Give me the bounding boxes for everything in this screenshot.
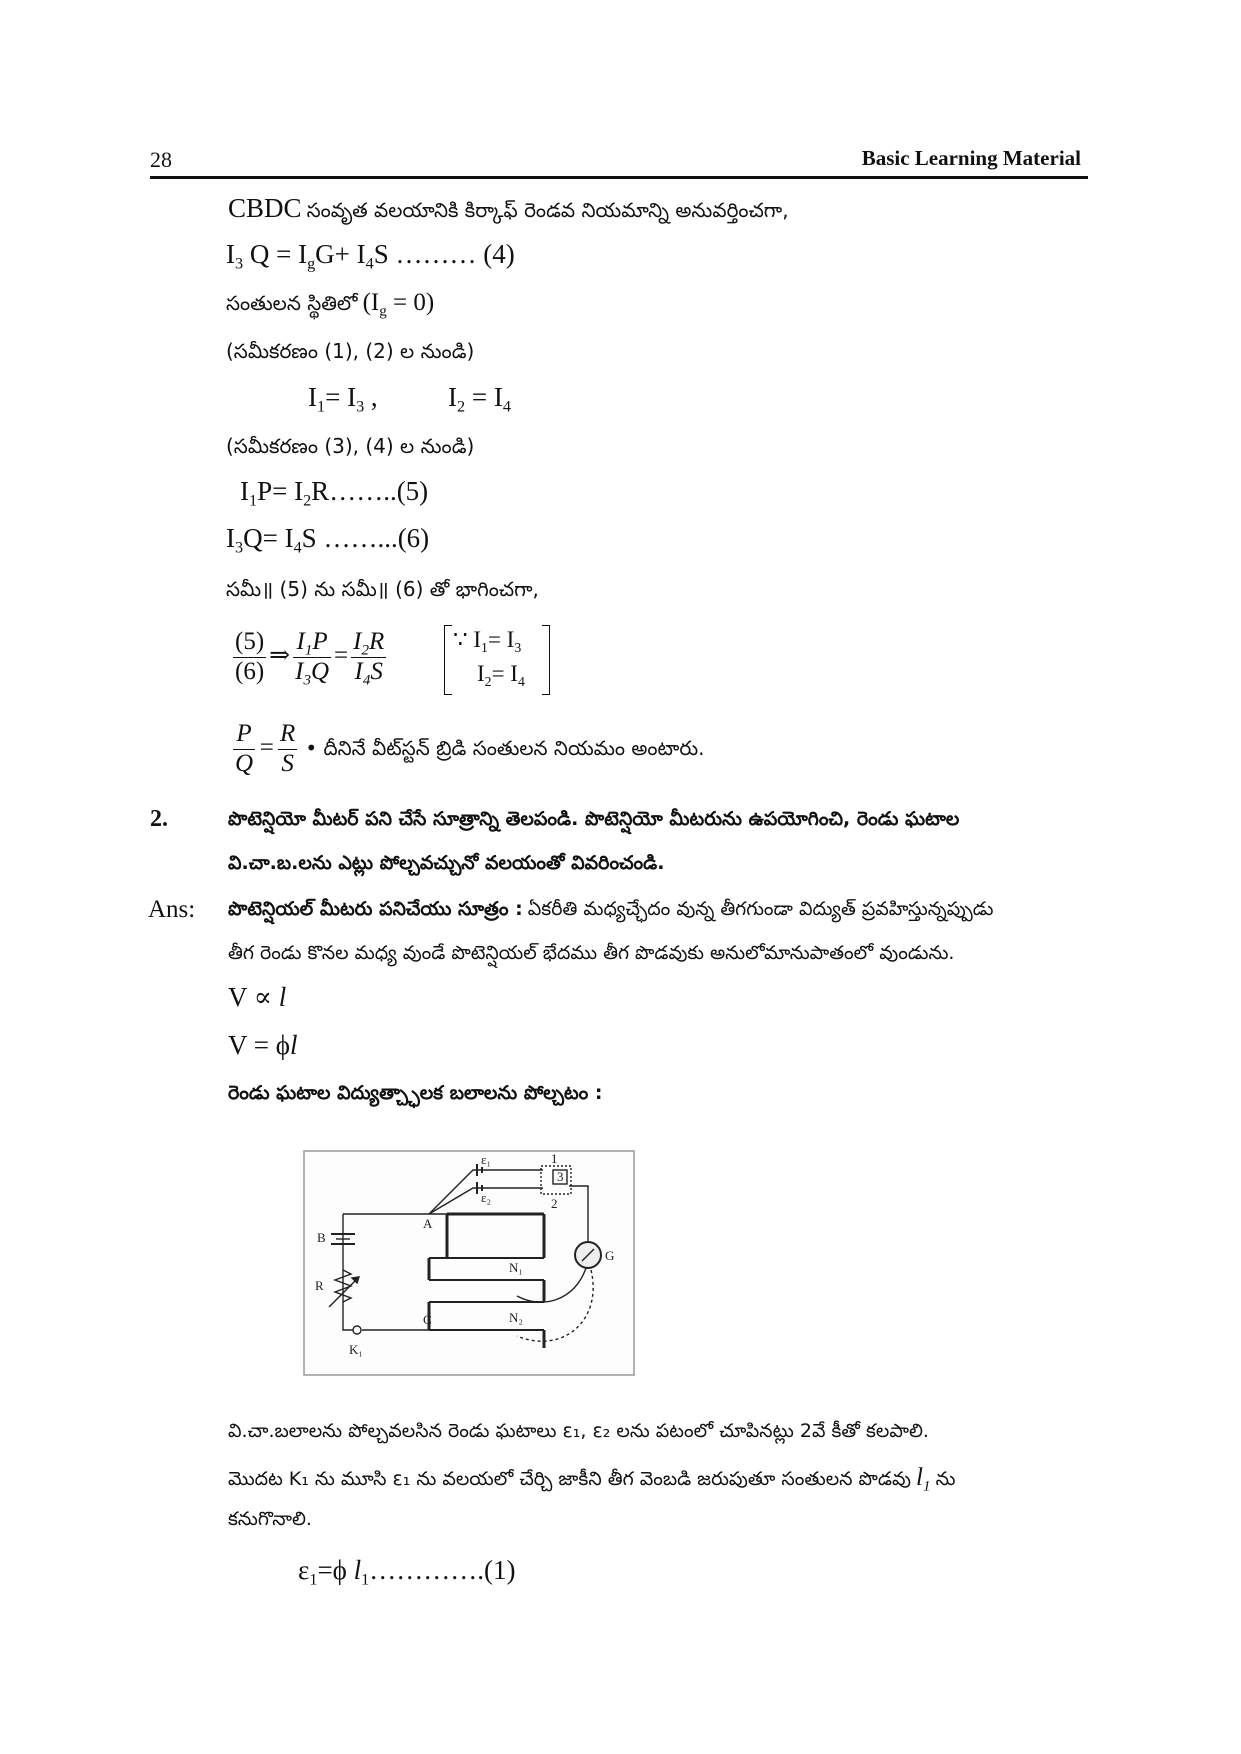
label-r: R xyxy=(315,1278,324,1293)
para-line2-b: ను xyxy=(935,1468,956,1490)
equation-6: $I_3Q= I_4S$ ……...(6) xyxy=(226,523,430,557)
wheatstone-text: • దీనినే వీట్‌స్టన్ బ్రిడి సంతులన నియమం అంటారు. xyxy=(305,735,705,760)
label-key-2: 2 xyxy=(551,1196,558,1211)
label-a: A xyxy=(423,1216,433,1231)
para-line3: కనుగొనాలి. xyxy=(228,1508,312,1530)
potentiometer-circuit-diagram xyxy=(303,1150,635,1376)
frac-6: (6) xyxy=(235,657,265,685)
label-key-1: 1 xyxy=(551,1151,558,1166)
equation-5: $I_1P=$ $I_2R\dots\dots..(5)$ xyxy=(240,476,429,510)
label-e1: ε₁ xyxy=(481,1152,491,1167)
cbdc-line xyxy=(228,193,789,227)
final-equation: $\varepsilon_1=\phi$ $l_1\dots\dots\dots\dots.(1)$ xyxy=(298,1555,516,1589)
from-eq12: (సమీకరణం (1), (2) ల నుండి) xyxy=(226,339,475,363)
potential-gradient-equation: V = ϕl xyxy=(228,1030,298,1060)
compare-heading: రెండు ఘటాల విద్యుత్చ్ఛాలక బలాలను పోల్చటం : xyxy=(228,1082,603,1104)
frac-5: (5) xyxy=(233,628,266,658)
ans-line2: తీగ రెండు కొనల మధ్య వుండే పొటెన్షియల్ భేదము తీగ పొడవుకు అనులోమానుపాతంలో వుండును. xyxy=(228,942,955,964)
from-eq34: (సమీకరణం (3), (4) ల నుండి) xyxy=(226,434,475,458)
label-b: B xyxy=(317,1230,326,1245)
label-n1: N₁ xyxy=(509,1260,523,1275)
label-e2: ε₂ xyxy=(481,1190,491,1205)
header-rule xyxy=(150,176,1088,179)
q2-line2: వి.చా.బ.లను ఎట్లు పోల్చవచ్చునో వలయంతో వివరించండి. xyxy=(228,852,665,874)
label-k1: K₁ xyxy=(349,1342,363,1357)
page-number: 28 xyxy=(150,147,172,172)
cbdc-text: సంవృత వలయానికి కిర్కాఫ్ రెండవ నియమాన్ని అనువర్తించగా, xyxy=(306,198,789,222)
q2-line1: పొటెన్షియో మీటర్ పని చేసే సూత్రాన్ని తెలపండి. పొటెన్షియో మీటరును ఉపయోగించి, రెండు ఘటాల xyxy=(228,808,960,830)
current-equalities-2: $I_2 = I_4$ xyxy=(448,382,511,416)
ans-line1 xyxy=(228,898,993,925)
divide-text: సమీ॥ (5) ను సమీ॥ (6) తో భాగించగా, xyxy=(226,577,539,601)
para-line2: మొదట K₁ ను మూసి ε₁ ను వలయలో చేర్చి జాకీని తీగ వెంబడి జరుపుతూ సంతులన పొడవు $l_1$ ను xyxy=(228,1464,956,1495)
eq4-dots: ……… (4) xyxy=(395,239,515,269)
cbdc-label: CBDC xyxy=(228,193,302,223)
ans-heading: పొటెన్షియల్ మీటరు పనిచేయు సూత్రం : xyxy=(228,898,523,920)
ratio-equation: $\frac{(5)}{(6)}$ ⇒ $\frac{I_1P}{I_3Q}$ = $\frac{I_2R}{I_4S}$ xyxy=(235,628,385,688)
para-line1: వి.చా.బలాలను పోల్చవలసిన రెండు ఘటాలు ε₁, ε₂ లను పటంలో చూపినట్లు 2వే కీతో కలపాలి. xyxy=(228,1420,929,1442)
current-equalities-1: $I_1= I_3$ , xyxy=(308,382,378,416)
balance-text: సంతులన స్థితిలో xyxy=(226,291,358,315)
wheatstone-line: $\frac{P}{Q}$ = $\frac{R}{S}$ • దీనినే వీట్‌స్టన్ బ్రిడి సంతులన నియమం అంటారు. xyxy=(235,720,705,777)
equation-4: $I_3$ $Q = I_gG+ I_4S$ ……… (4) xyxy=(226,239,515,273)
eq5-dots: ……..(5) xyxy=(329,476,429,506)
label-g: G xyxy=(605,1248,615,1263)
proportional-equation: V ∝ l xyxy=(228,982,287,1012)
label-c: C xyxy=(423,1312,432,1327)
balance-line: సంతులన స్థితిలో $(I_g = 0)$ xyxy=(226,289,435,320)
ans-label: Ans: xyxy=(148,896,196,923)
label-key-3: 3 xyxy=(557,1169,564,1184)
ans-line1-rest: ఏకరీతి మధ్యచ్ఛేదం వున్న తీగగుండా విద్యుత్ ప్రవహిస్తున్నప్పుడు xyxy=(527,898,994,920)
q2-number: 2. xyxy=(150,806,168,832)
eq6-dots: ……...(6) xyxy=(323,523,430,553)
since-bracket: ∵ $I_1= I_3$ $I_2= I_4$ xyxy=(444,625,550,695)
final-dots: ………….(1) xyxy=(369,1555,516,1585)
para-line2-a: మొదట K₁ ను మూసి ε₁ ను వలయలో చేర్చి జాకీని తీగ వెంబడి జరుపుతూ సంతులన పొడవు xyxy=(228,1468,911,1490)
label-n2: N₂ xyxy=(509,1310,523,1325)
header-title: Basic Learning Material xyxy=(861,146,1081,170)
